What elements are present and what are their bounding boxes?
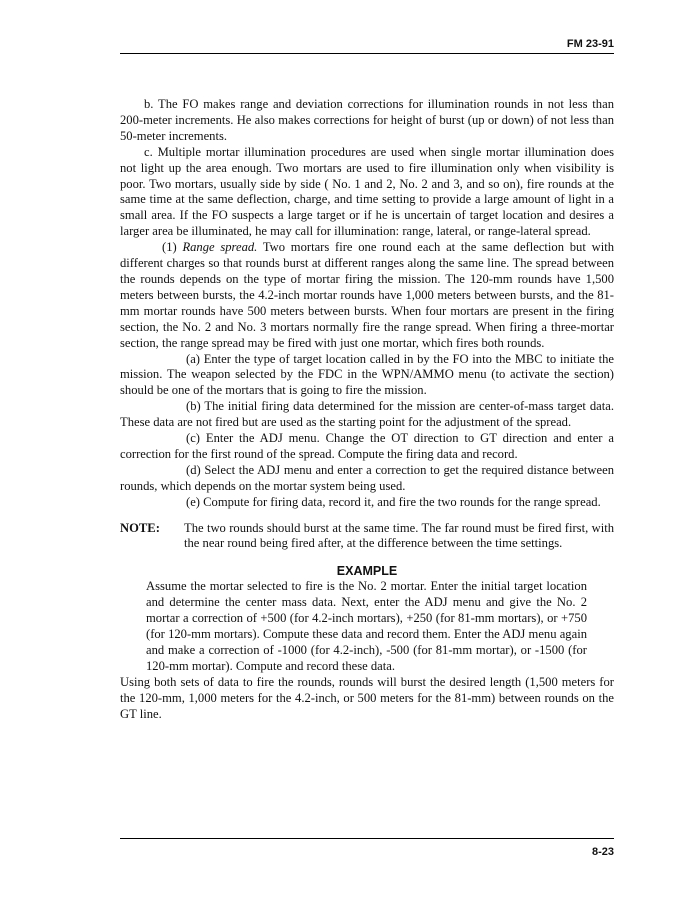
range-spread-title: Range spread. — [182, 240, 258, 255]
page-number: 8-23 — [591, 846, 614, 858]
header-rule — [120, 53, 614, 54]
step-d: (d) Select the ADJ menu and enter a correction to get the required distance between rounds, which depends on the mortar system being used. — [120, 462, 614, 493]
range-spread-label: (1) — [162, 240, 183, 255]
range-spread-text: Two mortars fire one round each at the same deflection but with different charges so that rounds burst at different ranges along the same line. The spread between the rounds depends on the type of mortar firing the mission. The 120-mm rounds have 1,500 meters between bursts, the 4.2-inch mortar rounds have 1,000 meters between bursts, and the 81-mm mortar rounds have 500 meters between bursts. When four mortars are present in the firing section, the No. 2 and No. 3 mortars normally fire the range spread. When firing a three-mortar section, the range spread may be fired with just one mortar, which fires both rounds. — [120, 240, 614, 350]
footer-rule — [120, 838, 614, 839]
paragraph-range-spread — [120, 240, 614, 351]
step-e: (e) Compute for firing data, record it, and fire the two rounds for the range spread. — [186, 494, 601, 509]
example-closing-text: Using both sets of data to fire the rounds, rounds will burst the desired length (1,500 meters for the 120-mm, 1,000 meters for the 4.2-inch, or 500 meters for the 81-mm) between rounds on the GT line. — [120, 674, 614, 721]
paragraph-b: b. The FO makes range and deviation corrections for illumination rounds in not less than 200-meter increments. He also makes corrections for height of burst (up or down) of not less than 50-meter increments. — [120, 97, 614, 143]
example-indented-text: Assume the mortar selected to fire is the No. 2 mortar. Enter the initial target location and determine the center mass data. Next, enter the ADJ menu and give the No. 2 mortar a correction of +500 (for 4.2-inch mortars), +250 (for 81-mm mortars), or +750 (for 120-mm mortars). Compute these data and record them. Enter the ADJ menu again and make a correction of -1000 (for 4.2-inch), -500 (for 81-mm mortar), or -1500 (for 120-mm mortar). Compute and record these data. — [146, 579, 587, 673]
page-body — [120, 97, 614, 723]
paragraph-c: c. Multiple mortar illumination procedures are used when single mortar illumination does not light up the area enough. Two mortars are used to fire illumination only when visibility is poor. Two mortars, usually side by side ( No. 1 and 2, No. 2 and 3, and so on), fire rounds at the same time at the same deflection, charge, and time setting to provide a large amount of light in a small area. If the FO suspects a large target or if he is uncertain of target location and desires a larger area be illuminated, he may call for illumination: range, lateral, or range-lateral spread. — [120, 144, 614, 239]
example-title: EXAMPLE — [336, 564, 398, 579]
step-a: (a) Enter the type of target location called in by the FO into the MBC to initiate the mission. The weapon selected by the FDC in the WPN/AMMO menu (to activate the section) should be one of the mortars that is going to fire the mission. — [120, 351, 614, 398]
step-b: (b) The initial firing data determined for the mission are center-of-mass target data. These data are not fired but are used as the starting point for the adjustment of the spread. — [120, 399, 614, 430]
note-text: The two rounds should burst at the same time. The far round must be fired first, with the near round being fired after, at the difference between the time settings. — [184, 520, 614, 551]
note-block — [120, 521, 614, 553]
step-c: (c) Enter the ADJ menu. Change the OT direction to GT direction and enter a correction for the first round of the spread. Compute the firing data and record. — [120, 431, 614, 461]
page-header: FM 23-91 — [566, 38, 614, 50]
note-label: NOTE: — [120, 520, 160, 535]
